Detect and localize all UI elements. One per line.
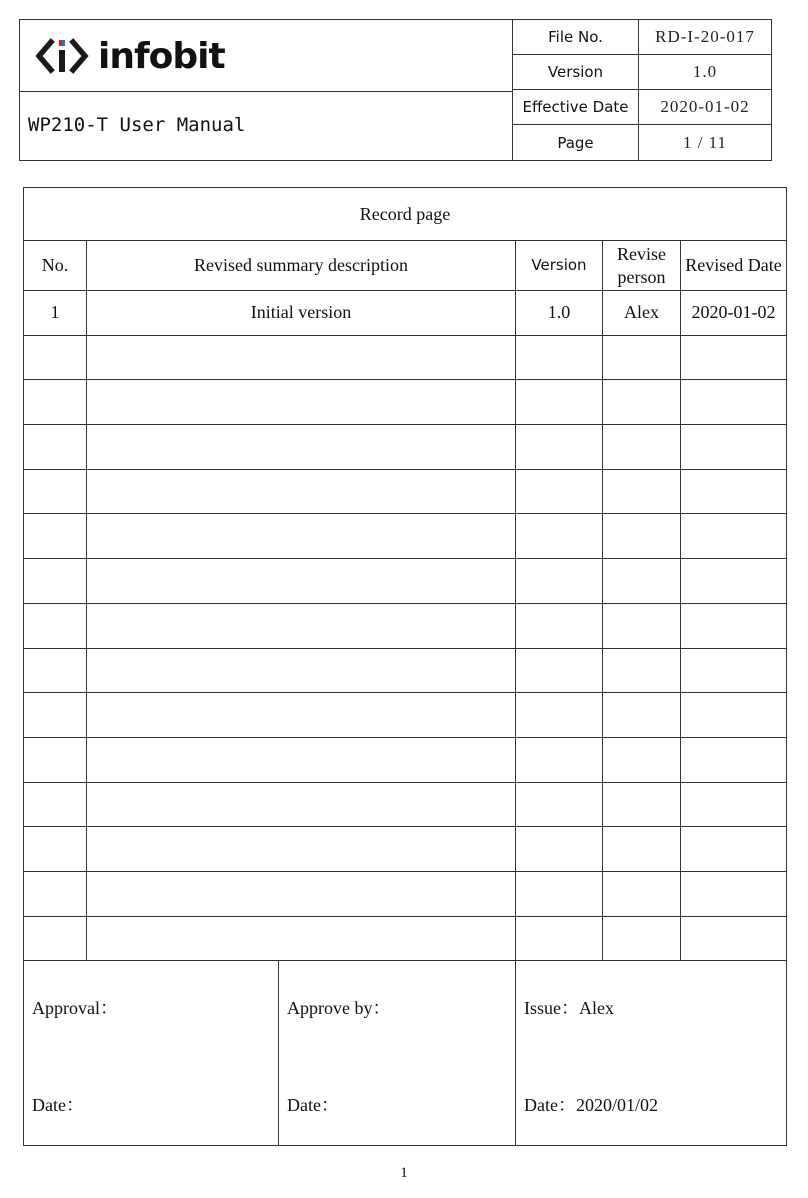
cell-description: [87, 738, 516, 782]
cell-no: [24, 514, 87, 558]
record-grid: [24, 241, 786, 961]
cell-revised-date: [681, 872, 786, 916]
cell-revised-date: [681, 827, 786, 871]
cell-description: [87, 872, 516, 916]
document-title: WP210-T User Manual: [28, 114, 246, 136]
issue-label: Issue：Alex: [524, 998, 614, 1018]
cell-version: [516, 604, 603, 648]
cell-revise-person: [603, 559, 681, 603]
cell-no: [24, 738, 87, 782]
cell-version: [516, 693, 603, 737]
cell-description: [87, 649, 516, 693]
cell-no: [24, 827, 87, 871]
cell-revised-date: [681, 559, 786, 603]
cell-description: [87, 604, 516, 648]
cell-no: [24, 559, 87, 603]
cell-version: [516, 470, 603, 514]
cell-version: [516, 425, 603, 469]
logo-cell: [20, 20, 512, 92]
cell-revise-person: [603, 470, 681, 514]
title-cell: [20, 92, 512, 162]
cell-version: [516, 917, 603, 961]
cell-description: [87, 693, 516, 737]
cell-version: [516, 559, 603, 603]
table-row: [24, 336, 786, 381]
table-row: [24, 917, 786, 962]
cell-description: [87, 827, 516, 871]
company-logo: [34, 34, 225, 78]
col-header-revise-person: Revise person: [603, 241, 681, 290]
cell-revised-date: [681, 336, 786, 380]
cell-description: [87, 917, 516, 961]
approve-by-cell: [279, 960, 516, 1145]
file-no-label: File No.: [513, 20, 638, 55]
cell-version: [516, 649, 603, 693]
cell-revised-date: 2020-01-02: [691, 302, 776, 323]
header-label-column: [512, 20, 639, 160]
cell-version: 1.0: [516, 291, 603, 335]
cell-description: [87, 425, 516, 469]
table-row: [24, 738, 786, 783]
cell-version: [516, 783, 603, 827]
cell-description: Initial version: [87, 291, 516, 335]
logo-text: infobit: [98, 35, 225, 77]
cell-no: [24, 649, 87, 693]
record-table-title: Record page: [24, 188, 786, 241]
page-label: Page: [557, 133, 594, 152]
cell-revise-person: Alex: [603, 291, 681, 335]
table-row: [24, 559, 786, 604]
cell-description: [87, 336, 516, 380]
record-table: [23, 187, 787, 1146]
cell-revise-person: [603, 693, 681, 737]
cell-description: [87, 514, 516, 558]
cell-no: [24, 336, 87, 380]
version-value: 1.0: [639, 55, 771, 90]
cell-revised-date: [681, 917, 786, 961]
document-header: [19, 19, 772, 161]
table-row: [24, 604, 786, 649]
effective-date-value: 2020-01-02: [639, 90, 771, 125]
cell-revised-date: [681, 514, 786, 558]
table-row: [24, 693, 786, 738]
approve-by-label: Approve by：: [287, 998, 391, 1018]
cell-no: [24, 783, 87, 827]
cell-revised-date: [681, 380, 786, 424]
cell-version: [516, 336, 603, 380]
cell-no: [24, 604, 87, 648]
col-header-no: No.: [24, 241, 87, 290]
approval-label: Approval：: [32, 998, 118, 1018]
cell-description: [87, 559, 516, 603]
record-header-row: [24, 241, 786, 291]
cell-no: [24, 380, 87, 424]
cell-no: 1: [24, 291, 87, 335]
cell-revised-date: [681, 738, 786, 782]
cell-version: [516, 514, 603, 558]
table-row: [24, 425, 786, 470]
cell-no: [24, 425, 87, 469]
page-number: 1: [400, 1165, 408, 1181]
header-value-column: [639, 20, 771, 160]
issue-date-label: Date：2020/01/02: [524, 1095, 658, 1115]
cell-revise-person: [603, 872, 681, 916]
cell-revise-person: [603, 738, 681, 782]
cell-description: [87, 783, 516, 827]
cell-description: [87, 470, 516, 514]
effective-date-label: Effective Date: [513, 90, 638, 125]
col-header-description: Revised summary description: [87, 241, 516, 290]
cell-no: [24, 470, 87, 514]
cell-revised-date: [681, 425, 786, 469]
cell-no: [24, 693, 87, 737]
cell-version: [516, 738, 603, 782]
cell-revise-person: [603, 604, 681, 648]
table-row: [24, 470, 786, 515]
table-row: [24, 783, 786, 828]
cell-revised-date: [681, 783, 786, 827]
table-row: [24, 827, 786, 872]
approval-date-label: Date：: [32, 1095, 84, 1115]
infobit-logo-icon: [34, 34, 94, 78]
cell-revise-person: [603, 380, 681, 424]
cell-description: [87, 380, 516, 424]
cell-revised-date: [681, 604, 786, 648]
page-value: 1 / 11: [682, 132, 728, 152]
table-row: [24, 872, 786, 917]
table-row: [24, 649, 786, 694]
version-label: Version: [513, 55, 638, 90]
cell-revised-date: [681, 649, 786, 693]
cell-revise-person: [603, 514, 681, 558]
cell-revise-person: [603, 649, 681, 693]
cell-revise-person: [603, 336, 681, 380]
table-row: [24, 514, 786, 559]
table-row: [24, 380, 786, 425]
cell-revise-person: [603, 783, 681, 827]
cell-version: [516, 827, 603, 871]
cell-version: [516, 872, 603, 916]
cell-revise-person: [603, 827, 681, 871]
cell-revise-person: [603, 425, 681, 469]
col-header-version: Version: [516, 241, 603, 290]
cell-version: [516, 380, 603, 424]
cell-revised-date: [681, 693, 786, 737]
cell-no: [24, 917, 87, 961]
cell-revise-person: [603, 917, 681, 961]
file-no-value: RD-I-20-017: [639, 20, 771, 55]
approve-by-date-label: Date：: [287, 1095, 339, 1115]
cell-no: [24, 872, 87, 916]
approval-cell: [24, 960, 279, 1145]
cell-revised-date: [681, 470, 786, 514]
col-header-revised-date: Revised Date: [685, 255, 782, 275]
issue-cell: [516, 960, 786, 1145]
table-row: [24, 291, 786, 336]
signoff-section: [24, 960, 786, 1145]
